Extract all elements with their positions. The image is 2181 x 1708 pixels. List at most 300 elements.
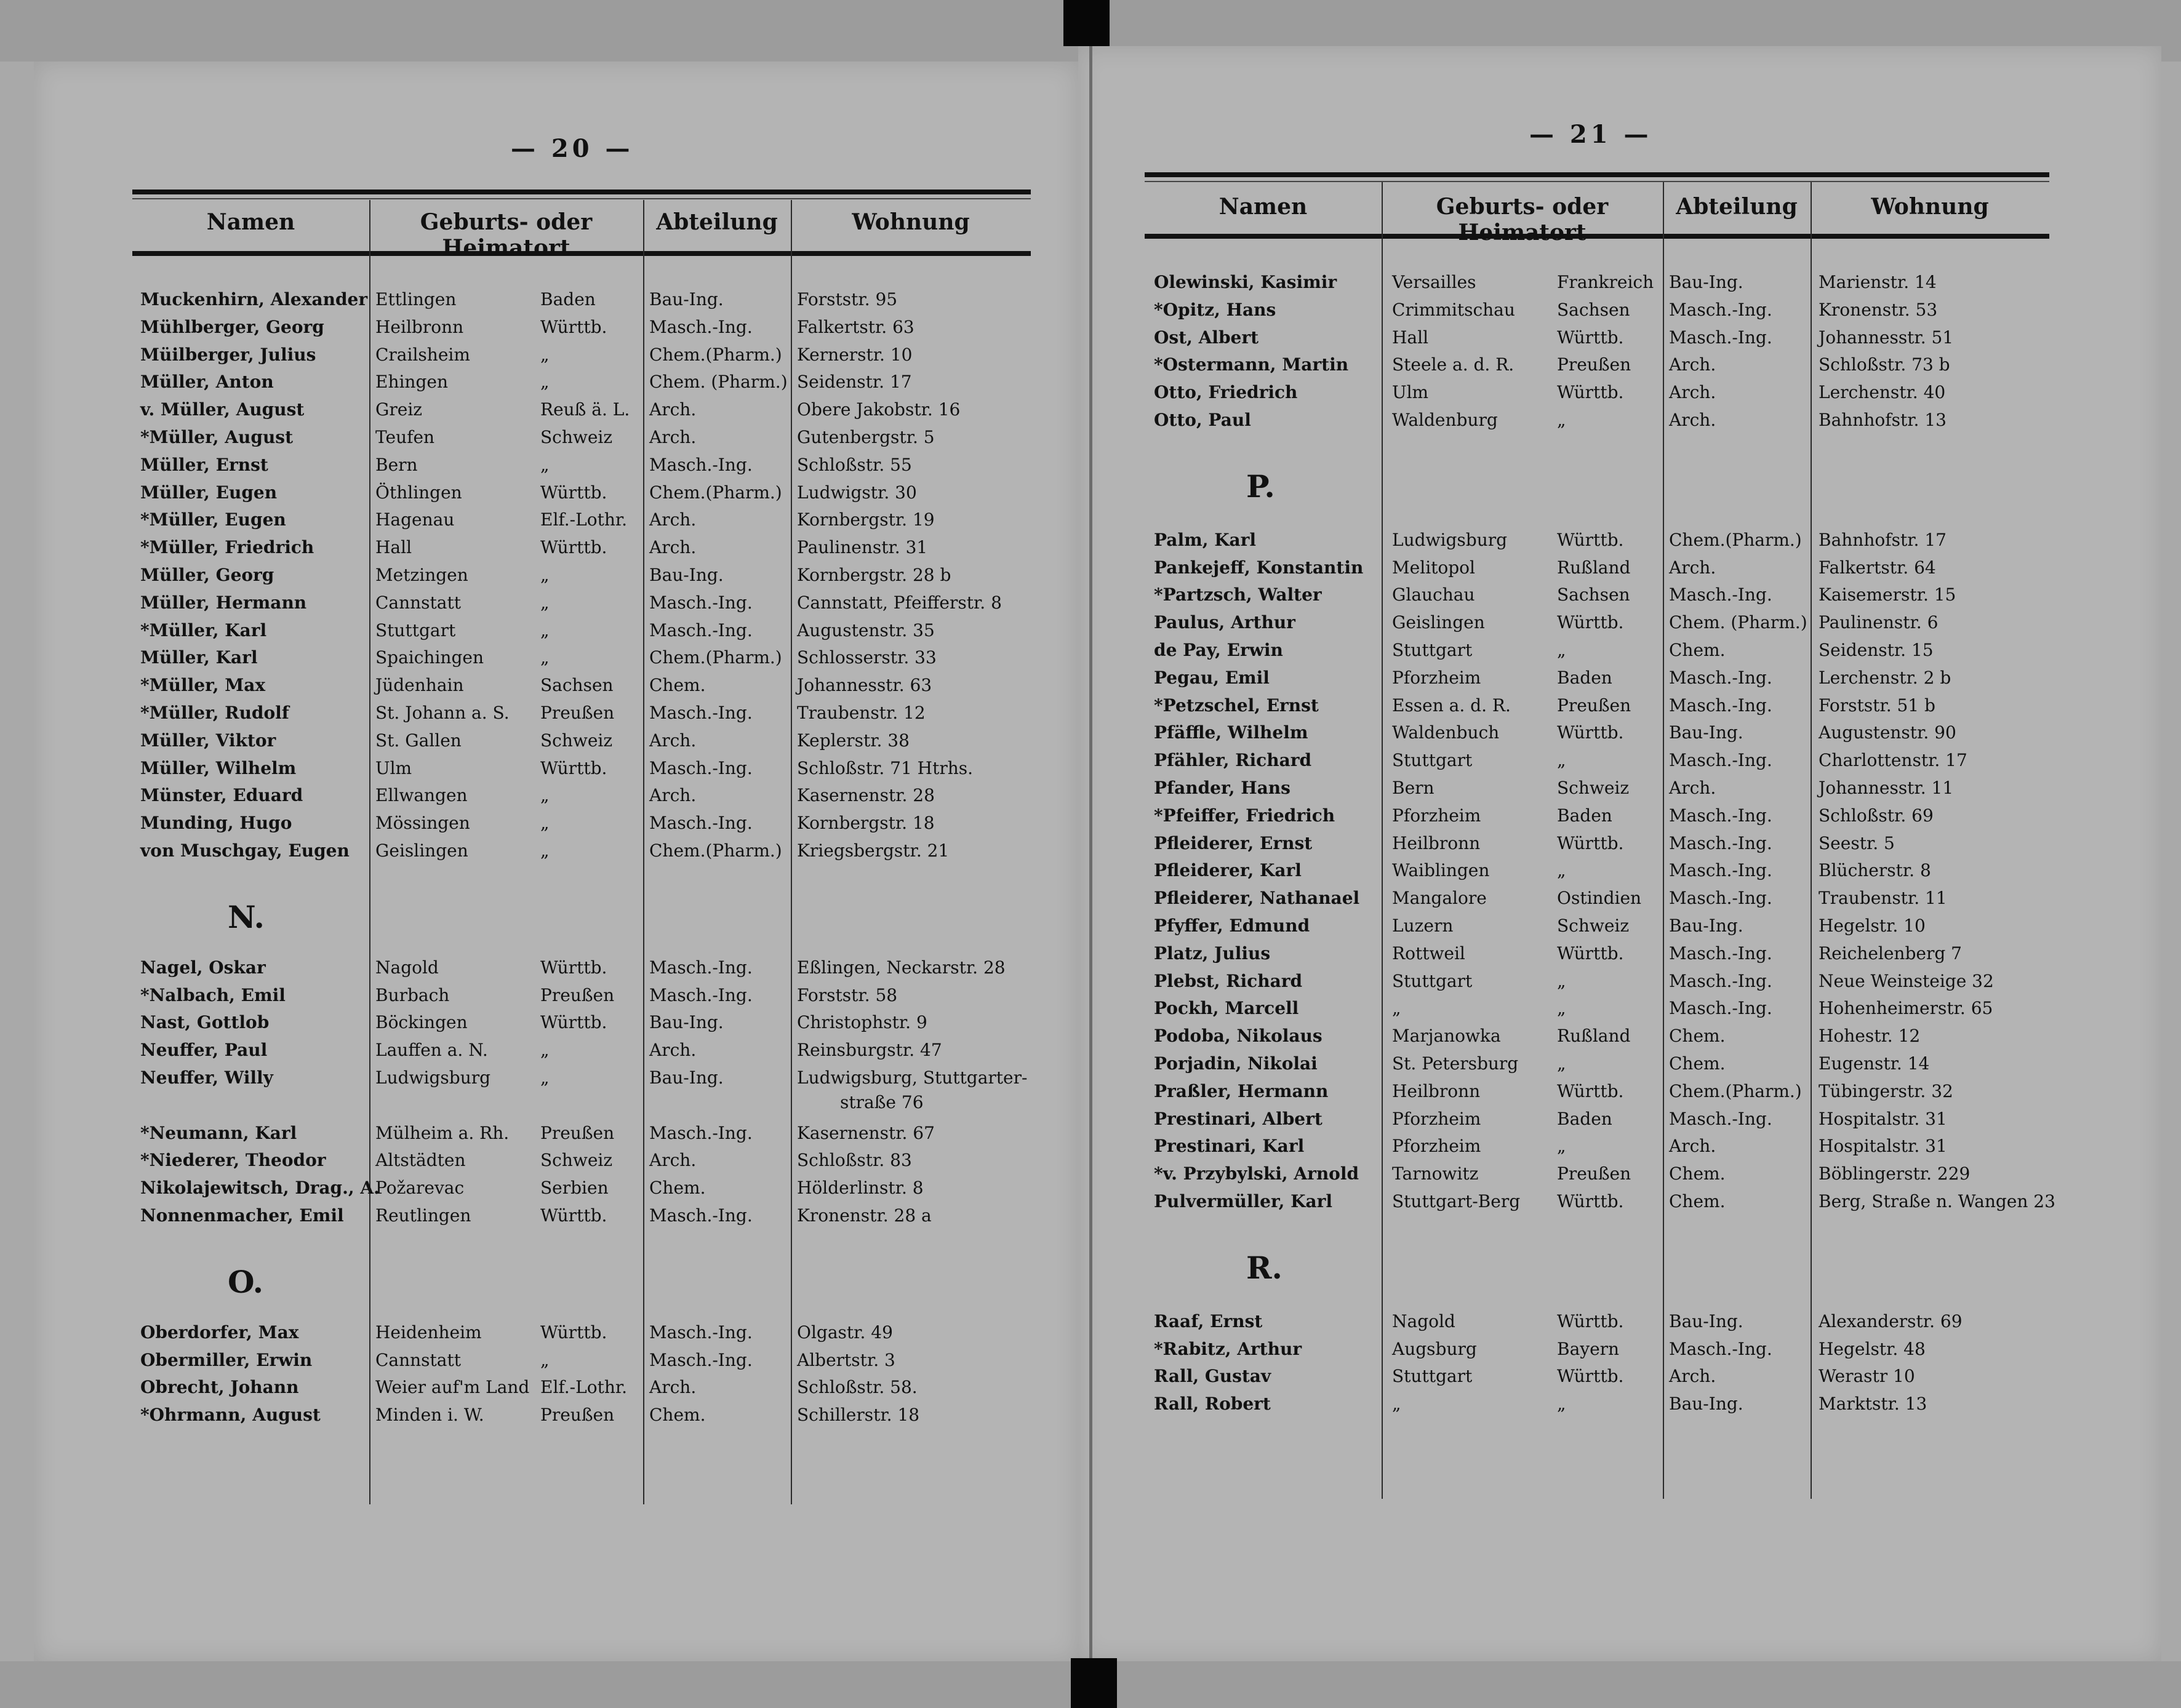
column-divider [643, 200, 644, 1504]
student-name: Müller, Eugen [140, 482, 278, 503]
student-name: Pulvermüller, Karl [1154, 1191, 1333, 1211]
hometown: Marjanowka [1392, 1026, 1501, 1047]
residence: Reichelenberg 7 [1819, 943, 1962, 964]
department: Chem. [1669, 1053, 1726, 1074]
residence: Kasernenstr. 28 [797, 785, 935, 806]
student-name: Paulus, Arthur [1154, 612, 1295, 633]
student-name: Pfleiderer, Nathanael [1154, 888, 1360, 909]
residence: Kernerstr. 10 [797, 344, 913, 365]
region: „ [1557, 970, 1566, 991]
department: Arch. [1669, 1136, 1716, 1157]
student-name: *Ohrmann, August [140, 1405, 321, 1426]
department: Chem. [649, 675, 706, 696]
residence: Marktstr. 13 [1819, 1394, 1927, 1415]
region: Baden [1557, 667, 1612, 688]
department: Chem.(Pharm.) [1669, 529, 1802, 550]
hometown: Reutlingen [375, 1205, 471, 1226]
region: „ [540, 565, 550, 585]
hometown: St. Gallen [375, 730, 462, 751]
department: Masch.-Ing. [649, 1205, 753, 1226]
department: Chem. (Pharm.) [1669, 612, 1807, 633]
region: „ [540, 620, 550, 640]
residence: Johannesstr. 51 [1819, 327, 1954, 348]
region: Frankreich [1557, 272, 1654, 292]
hometown: Spaichingen [375, 647, 484, 668]
department: Arch. [649, 785, 697, 806]
hometown: Ulm [375, 757, 412, 778]
department: Arch. [1669, 410, 1716, 430]
region: „ [1557, 410, 1566, 430]
region: Elf.-Lothr. [540, 509, 628, 530]
residence: Paulinenstr. 6 [1819, 612, 1939, 633]
student-name: *Ostermann, Martin [1154, 354, 1349, 375]
residence: Kriegsbergstr. 21 [797, 840, 950, 861]
region: Württb. [1557, 529, 1624, 550]
department: Arch. [1669, 778, 1716, 798]
department: Arch. [649, 509, 697, 530]
department: Masch.-Ing. [1669, 1338, 1772, 1359]
student-name: Müller, Ernst [140, 454, 268, 475]
residence: Traubenstr. 12 [797, 703, 926, 723]
residence: Forststr. 51 b [1819, 695, 1935, 716]
region: Württb. [540, 482, 607, 503]
student-name: Münster, Eduard [140, 785, 303, 806]
student-name: Podoba, Nikolaus [1154, 1026, 1323, 1047]
residence: Schlosserstr. 33 [797, 647, 937, 668]
hometown: Stuttgart [1392, 970, 1473, 991]
hometown: Melitopol [1392, 557, 1475, 578]
residence: Cannstatt, Pfeifferstr. 8 [797, 592, 1002, 613]
hometown: „ [1392, 1394, 1401, 1415]
region: Württb. [540, 1322, 607, 1343]
hometown: Greiz [375, 399, 423, 420]
residence: Christophstr. 9 [797, 1012, 927, 1033]
residence: Schloßstr. 83 [797, 1150, 912, 1171]
hometown: Waldenbuch [1392, 722, 1500, 743]
hometown: Heilbronn [375, 316, 464, 337]
student-name: Pfleiderer, Ernst [1154, 832, 1313, 853]
residence: Lerchenstr. 40 [1819, 382, 1946, 403]
hometown: Ulm [1392, 382, 1429, 403]
residence: Paulinenstr. 31 [797, 537, 928, 558]
region: Württb. [540, 1205, 607, 1226]
region: Württb. [1557, 1191, 1624, 1211]
residence: Schloßstr. 69 [1819, 805, 1934, 826]
hometown: Crailsheim [375, 344, 470, 365]
region: Rußland [1557, 1026, 1631, 1047]
student-name: Prestinari, Albert [1154, 1108, 1323, 1129]
department: Chem. [649, 1405, 706, 1426]
column-header-abteilung: Abteilung [656, 209, 778, 235]
student-name: *Müller, Karl [140, 620, 267, 640]
student-name: *Müller, Friedrich [140, 537, 314, 558]
department: Bau-Ing. [1669, 272, 1743, 292]
region: Schweiz [540, 730, 613, 751]
hometown: Burbach [375, 984, 450, 1005]
hometown: Cannstatt [375, 592, 462, 613]
student-name: Pockh, Marcell [1154, 998, 1299, 1019]
hometown: Pforzheim [1392, 805, 1481, 826]
region: Württb. [1557, 1366, 1624, 1387]
hometown: Waldenburg [1392, 410, 1498, 430]
department: Chem.(Pharm.) [1669, 1080, 1802, 1101]
student-name: *Müller, Max [140, 675, 266, 696]
page-number-left: — 20 — [511, 134, 634, 163]
residence: Hospitalstr. 31 [1819, 1136, 1947, 1157]
department: Bau-Ing. [1669, 1394, 1743, 1415]
student-name: Otto, Paul [1154, 410, 1251, 430]
residence: Ludwigstr. 30 [797, 482, 917, 503]
student-name: v. Müller, August [140, 399, 305, 420]
hometown: Lauffen a. N. [375, 1040, 488, 1061]
hometown: Essen a. d. R. [1392, 695, 1511, 716]
department: Masch.-Ing. [1669, 585, 1772, 605]
hometown: Mülheim a. Rh. [375, 1122, 510, 1143]
student-name: de Pay, Erwin [1154, 640, 1283, 660]
student-name: Pankejeff, Konstantin [1154, 557, 1364, 578]
hometown: Stuttgart [1392, 1366, 1473, 1387]
student-name: Müller, Anton [140, 372, 274, 393]
hometown: Hall [375, 537, 412, 558]
hometown: Ellwangen [375, 785, 468, 806]
column-header-namen: Namen [1219, 194, 1308, 220]
department: Masch.-Ing. [1669, 998, 1772, 1019]
residence: Lerchenstr. 2 b [1819, 667, 1951, 688]
student-name: Müilberger, Julius [140, 344, 316, 365]
residence: Kornbergstr. 19 [797, 509, 935, 530]
residence: Alexanderstr. 69 [1819, 1311, 1963, 1331]
region: Württb. [1557, 1080, 1624, 1101]
department: Chem. (Pharm.) [649, 372, 788, 393]
student-name: von Muschgay, Eugen [140, 840, 350, 861]
hometown: Metzingen [375, 565, 468, 585]
hometown: Bern [375, 454, 418, 475]
column-divider [1382, 182, 1383, 1499]
student-name: Obrecht, Johann [140, 1377, 299, 1398]
student-name: Neuffer, Paul [140, 1040, 268, 1061]
hometown: Luzern [1392, 916, 1454, 936]
hometown: Geislingen [1392, 612, 1485, 633]
section-letter: N. [228, 898, 265, 935]
region: Bayern [1557, 1338, 1620, 1359]
hometown: Steele a. d. R. [1392, 354, 1515, 375]
student-name: *Niederer, Theodor [140, 1150, 326, 1171]
residence: Hohenheimerstr. 65 [1819, 998, 1993, 1019]
department: Masch.-Ing. [649, 957, 753, 978]
department: Masch.-Ing. [649, 1349, 753, 1370]
student-name: *Petzschel, Ernst [1154, 695, 1319, 716]
hometown: Geislingen [375, 840, 468, 861]
residence: Bahnhofstr. 13 [1819, 410, 1947, 430]
hometown: Rottweil [1392, 943, 1465, 964]
hometown: Jüdenhain [375, 675, 464, 696]
region: Schweiz [1557, 778, 1630, 798]
hometown: Hagenau [375, 509, 455, 530]
hometown: Crimmitschau [1392, 299, 1515, 320]
region: Preußen [540, 1122, 615, 1143]
hometown: Nagold [1392, 1311, 1455, 1331]
region: Rußland [1557, 557, 1631, 578]
residence: Berg, Straße n. Wangen 23 [1819, 1191, 2055, 1211]
department: Chem.(Pharm.) [649, 482, 782, 503]
region: Ostindien [1557, 888, 1642, 909]
department: Chem.(Pharm.) [649, 647, 782, 668]
region: Baden [1557, 1108, 1612, 1129]
binding-spine-bottom [1071, 1658, 1117, 1708]
column-header-heimatort: Geburts- oder Heimatort [1436, 194, 1609, 245]
residence: Augustenstr. 90 [1819, 722, 1956, 743]
residence: Eßlingen, Neckarstr. 28 [797, 957, 1006, 978]
department: Masch.-Ing. [649, 984, 753, 1005]
region: Elf.-Lothr. [540, 1377, 628, 1398]
residence: Forststr. 95 [797, 289, 898, 309]
student-name: Prestinari, Karl [1154, 1136, 1305, 1157]
region: Württb. [1557, 382, 1624, 403]
hometown: Weier auf'm Land [375, 1377, 530, 1398]
department: Chem.(Pharm.) [649, 344, 782, 365]
region: Württb. [1557, 612, 1624, 633]
hometown: Bern [1392, 778, 1435, 798]
region: „ [1557, 1053, 1566, 1074]
residence: Hölderlinstr. 8 [797, 1178, 924, 1199]
hometown: Mangalore [1392, 888, 1487, 909]
region: „ [540, 454, 550, 475]
header-rule-top [132, 190, 1031, 194]
student-name: Ost, Albert [1154, 327, 1259, 348]
region: Schweiz [1557, 916, 1630, 936]
region: Serbien [540, 1178, 609, 1199]
student-name: Plebst, Richard [1154, 970, 1303, 991]
region: Württb. [1557, 722, 1624, 743]
region: Württb. [1557, 832, 1624, 853]
column-divider [369, 200, 370, 1504]
student-name: Palm, Karl [1154, 529, 1257, 550]
department: Masch.-Ing. [649, 703, 753, 723]
hometown: Böckingen [375, 1012, 468, 1033]
residence: Olgastr. 49 [797, 1322, 893, 1343]
column-header-abteilung: Abteilung [1676, 194, 1798, 220]
region: Württb. [1557, 943, 1624, 964]
department: Masch.-Ing. [649, 592, 753, 613]
residence: Tübingerstr. 32 [1819, 1080, 1953, 1101]
residence: Kornbergstr. 18 [797, 813, 935, 834]
region: Preußen [1557, 354, 1631, 375]
student-name: Nast, Gottlob [140, 1012, 270, 1033]
residence: Reinsburgstr. 47 [797, 1040, 942, 1061]
student-name: Porjadin, Nikolai [1154, 1053, 1318, 1074]
residence: Schloßstr. 73 b [1819, 354, 1950, 375]
section-letter: P. [1246, 468, 1275, 505]
student-name: *Müller, August [140, 427, 294, 447]
student-name: *Müller, Rudolf [140, 703, 289, 723]
residence: Schloßstr. 55 [797, 454, 912, 475]
student-name: Rall, Robert [1154, 1394, 1271, 1415]
student-name: Oberdorfer, Max [140, 1322, 299, 1343]
column-divider [1811, 182, 1812, 1499]
residence: Forststr. 58 [797, 984, 898, 1005]
department: Arch. [649, 427, 697, 447]
department: Masch.-Ing. [649, 1322, 753, 1343]
region: Württb. [1557, 327, 1624, 348]
student-name: Müller, Wilhelm [140, 757, 297, 778]
residence: Seestr. 5 [1819, 832, 1895, 853]
department: Arch. [649, 537, 697, 558]
residence: Albertstr. 3 [797, 1349, 895, 1370]
department: Arch. [649, 1150, 697, 1171]
student-name: Rall, Gustav [1154, 1366, 1271, 1387]
department: Masch.-Ing. [1669, 860, 1772, 881]
hometown: St. Johann a. S. [375, 703, 510, 723]
student-name: *Rabitz, Arthur [1154, 1338, 1302, 1359]
residence: Ludwigsburg, Stuttgarter- [797, 1068, 1028, 1088]
header-rule-thin [132, 198, 1031, 199]
department: Masch.-Ing. [1669, 832, 1772, 853]
hometown: Stuttgart-Berg [1392, 1191, 1521, 1211]
column-header-namen: Namen [206, 209, 295, 235]
department: Masch.-Ing. [1669, 888, 1772, 909]
student-name: Mühlberger, Georg [140, 316, 324, 337]
department: Masch.-Ing. [649, 1122, 753, 1143]
region: „ [540, 1040, 550, 1061]
residence-continued: straße 76 [840, 1092, 924, 1112]
column-divider [1663, 182, 1664, 1499]
student-name: Pfyffer, Edmund [1154, 916, 1310, 936]
department: Arch. [1669, 1366, 1716, 1387]
hometown: Pforzheim [1392, 667, 1481, 688]
residence: Marienstr. 14 [1819, 272, 1937, 292]
student-name: Pfähler, Richard [1154, 750, 1312, 771]
hometown: Stuttgart [1392, 750, 1473, 771]
hometown: Heilbronn [1392, 1080, 1481, 1101]
hometown: Nagold [375, 957, 439, 978]
region: „ [1557, 860, 1566, 881]
header-rule-top [1145, 172, 2049, 177]
hometown: Pforzheim [1392, 1136, 1481, 1157]
student-name: Müller, Hermann [140, 592, 307, 613]
hometown: Altstädten [375, 1150, 466, 1171]
residence: Johannesstr. 63 [797, 675, 932, 696]
department: Masch.-Ing. [1669, 970, 1772, 991]
department: Chem. [1669, 640, 1726, 660]
hometown: Stuttgart [1392, 640, 1473, 660]
region: „ [540, 813, 550, 834]
department: Chem.(Pharm.) [649, 840, 782, 861]
residence: Falkertstr. 63 [797, 316, 914, 337]
binding-spine-top [1063, 0, 1110, 46]
region: Württb. [540, 757, 607, 778]
residence: Hegelstr. 48 [1819, 1338, 1926, 1359]
hometown: Ludwigsburg [375, 1068, 491, 1088]
region: „ [540, 1349, 550, 1370]
student-name: Pfander, Hans [1154, 778, 1291, 798]
department: Masch.-Ing. [1669, 1108, 1772, 1129]
student-name: Nagel, Oskar [140, 957, 266, 978]
student-name: Müller, Karl [140, 647, 258, 668]
student-name: *Partzsch, Walter [1154, 585, 1322, 605]
hometown: Augsburg [1392, 1338, 1477, 1359]
column-header-heimatort: Geburts- oder Heimatort [420, 209, 593, 261]
residence: Seidenstr. 17 [797, 372, 912, 393]
residence: Falkertstr. 64 [1819, 557, 1936, 578]
region: Württb. [1557, 1311, 1624, 1331]
department: Masch.-Ing. [1669, 805, 1772, 826]
student-name: Pfäffle, Wilhelm [1154, 722, 1308, 743]
residence: Bahnhofstr. 17 [1819, 529, 1947, 550]
region: Preußen [540, 1405, 615, 1426]
column-header-wohnung: Wohnung [1871, 194, 1989, 220]
region: „ [540, 647, 550, 668]
residence: Gutenbergstr. 5 [797, 427, 935, 447]
region: „ [1557, 1394, 1566, 1415]
residence: Obere Jakobstr. 16 [797, 399, 961, 420]
student-name: Nikolajewitsch, Drag., A. [140, 1178, 380, 1199]
residence: Keplerstr. 38 [797, 730, 910, 751]
student-name: Olewinski, Kasimir [1154, 272, 1337, 292]
department: Chem. [1669, 1163, 1726, 1184]
hometown: Pforzheim [1392, 1108, 1481, 1129]
region: Preußen [1557, 1163, 1631, 1184]
department: Chem. [1669, 1191, 1726, 1211]
residence: Hohestr. 12 [1819, 1026, 1921, 1047]
region: Sachsen [540, 675, 614, 696]
department: Masch.-Ing. [649, 757, 753, 778]
department: Bau-Ing. [649, 289, 724, 309]
department: Arch. [1669, 557, 1716, 578]
region: „ [540, 1068, 550, 1088]
department: Arch. [1669, 354, 1716, 375]
hometown: Tarnowitz [1392, 1163, 1479, 1184]
student-name: *Neumann, Karl [140, 1122, 297, 1143]
department: Masch.-Ing. [649, 620, 753, 640]
residence: Neue Weinsteige 32 [1819, 970, 1994, 991]
department: Masch.-Ing. [1669, 667, 1772, 688]
hometown: Hall [1392, 327, 1429, 348]
region: Preußen [540, 984, 615, 1005]
hometown: Glauchau [1392, 585, 1475, 605]
department: Chem. [649, 1178, 706, 1199]
residence: Charlottenstr. 17 [1819, 750, 1967, 771]
hometown: Minden i. W. [375, 1405, 484, 1426]
region: „ [1557, 998, 1566, 1019]
region: Sachsen [1557, 299, 1630, 320]
residence: Hegelstr. 10 [1819, 916, 1926, 936]
department: Arch. [1669, 382, 1716, 403]
residence: Johannesstr. 11 [1819, 778, 1954, 798]
student-name: Neuffer, Willy [140, 1068, 273, 1088]
hometown: Waiblingen [1392, 860, 1490, 881]
region: Sachsen [1557, 585, 1630, 605]
region: Schweiz [540, 1150, 613, 1171]
residence: Kronenstr. 28 a [797, 1205, 932, 1226]
hometown: Stuttgart [375, 620, 456, 640]
hometown: Heidenheim [375, 1322, 482, 1343]
hometown: Ettlingen [375, 289, 457, 309]
region: Württb. [540, 1012, 607, 1033]
department: Masch.-Ing. [649, 454, 753, 475]
department: Bau-Ing. [1669, 722, 1743, 743]
student-name: Platz, Julius [1154, 943, 1271, 964]
student-name: Praßler, Hermann [1154, 1080, 1329, 1101]
hometown: Teufen [375, 427, 435, 447]
department: Arch. [649, 1040, 697, 1061]
region: Württb. [540, 537, 607, 558]
region: Reuß ä. L. [540, 399, 630, 420]
residence: Schloßstr. 71 Htrhs. [797, 757, 974, 778]
region: „ [540, 840, 550, 861]
region: Württb. [540, 957, 607, 978]
student-name: *Nalbach, Emil [140, 984, 286, 1005]
student-name: Raaf, Ernst [1154, 1311, 1263, 1331]
